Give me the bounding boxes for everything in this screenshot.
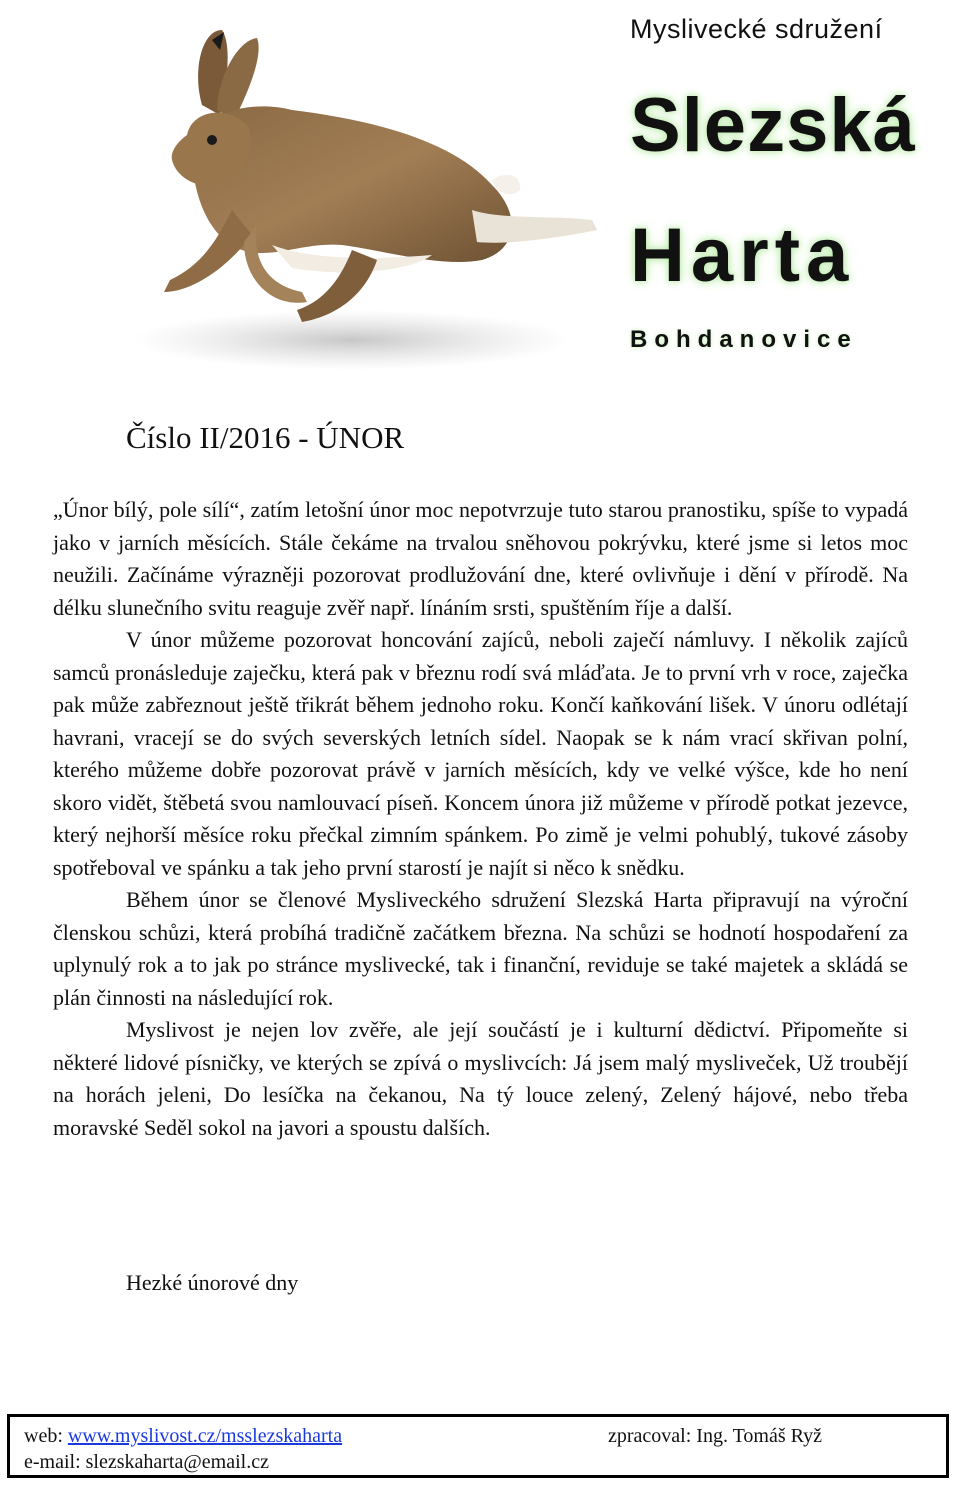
article-paragraph: „Únor bílý, pole sílí“, zatím letošní únor moc nepotvrzuje tuto starou pranostiku, spíše to vypadá jako v jarních měsících. Stále čekáme na trvalou sněhovou pokrývku, které jsme si letos moc neužili. Začínáme výrazněji pozorovat prodlužování dne, které ovlivňuje i dění v přírodě. Na délku slunečního svitu reaguje zvěř např. línáním srsti, spuštěním říje a další. [53,497,908,620]
place-name: Bohdanovice [630,326,858,353]
web-label: web: [24,1425,68,1447]
author-name: Ing. Tomáš Ryž [696,1425,823,1447]
footer-box [7,1414,949,1478]
club-name-line-2: Harta [630,213,855,298]
footer-web [24,1425,342,1448]
article-paragraph: Myslivost je nejen lov zvěře, ale její součástí je i kulturní dědictví. Připomeňte si některé lidové písničky, ve kterých se zpívá o myslivcích: Já jsem malý mysliveček, Už troubějí na horách jeleni, Do lesíčka na čekanou, Na tý louce zelený, Zelený hájové, nebo třeba moravské Seděl sokol na javori a spoustu dalších. [53,1017,908,1140]
club-name-line-1: Slezská [630,83,916,168]
footer-author [608,1425,822,1448]
article-paragraph: Během únor se členové Mysliveckého sdružení Slezská Harta připravují na výroční členskou schůzi, která probíhá tradičně začátkem března. Na schůzi se hodnotí hospodaření za uplynulý rok a to jak po stránce myslivecké, tak i finanční, reviduje se také majetek a skládá se plán činnosti na následující rok. [53,887,908,1010]
email-label: e-mail: [24,1451,86,1473]
web-link[interactable]: www.myslivost.cz/msslezskaharta [67,1425,343,1447]
article-paragraph: V únor můžeme pozorovat honcování zajíců, neboli zaječí námluvy. I několik zajíců samců pronásleduje zaječku, která pak v březnu rodí svá mláďata. Je to první vrh v roce, zaječka pak může zabřeznout ještě třikrát během jednoho roku. Končí kaňkování lišek. V únoru odlétají havrani, vracejí se do svých severských letních sídel. Naopak se k nám vrací skřivan polní, kterého můžeme dobře pozorovat právě v jarních měsících, kdy ve velké výšce, kde ho není skoro vidět, štěbetá svou namlouvací píseň. Koncem února již můžeme v přírodě potkat jezevce, který nejhorší měsíce roku přečkal zimním spánkem. Po zimě je velmi pohublý, tukové zásoby spotřeboval ve spánku a tak jeho první starostí je najít si něco k snědku. [53,627,908,880]
organization-label: Myslivecké sdružení [630,14,883,44]
author-label: zpracoval: [608,1425,697,1447]
hare-image [52,10,612,375]
article-body [53,494,908,1144]
email-address[interactable]: slezskaharta@email.cz [85,1451,269,1473]
issue-title: Číslo II/2016 - ÚNOR [126,420,405,455]
closing-greeting: Hezké únorové dny [126,1270,299,1295]
footer-email [24,1451,269,1474]
